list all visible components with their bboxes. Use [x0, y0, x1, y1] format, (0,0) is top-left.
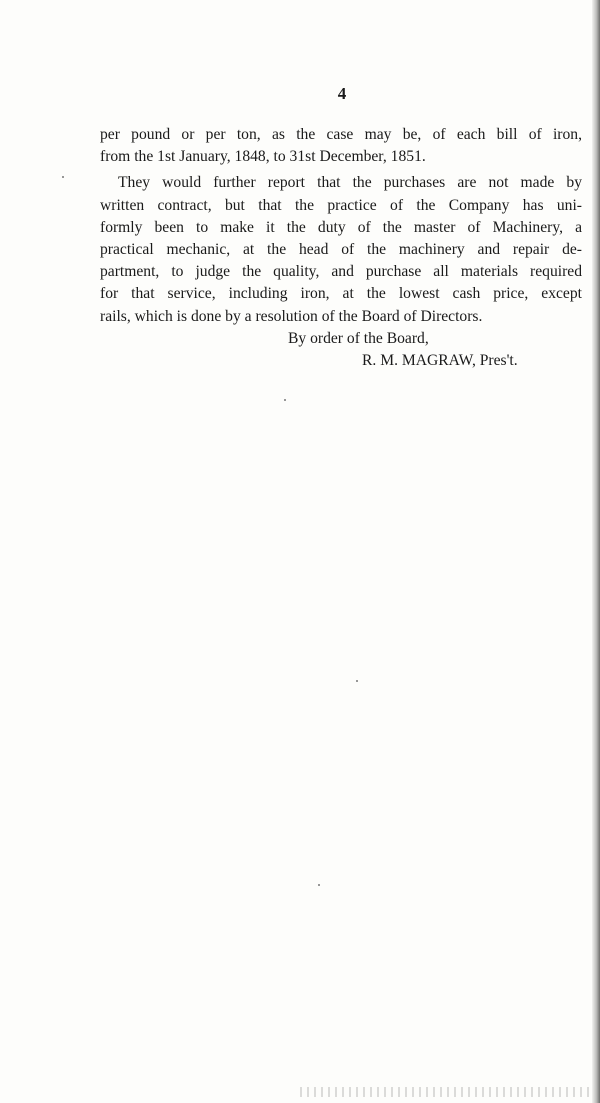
- ink-speck: [318, 884, 320, 886]
- text-line: for that service, including iron, at the lowest cash price, except: [100, 285, 582, 303]
- page-number: 4: [337, 84, 347, 103]
- paragraph-2: [100, 172, 582, 327]
- paragraph-1: [100, 124, 582, 168]
- text-line: They would further report that the purchases are not made by: [118, 174, 582, 192]
- signature-line: R. M. MAGRAW, Pres't.: [362, 352, 518, 370]
- text-line: written contract, but that the practice of the Company has uni-: [100, 196, 582, 214]
- scan-noise: [300, 1087, 590, 1097]
- ink-speck: [284, 399, 286, 401]
- ink-speck: [62, 176, 64, 178]
- text-line: from the 1st January, 1848, to 31st December, 1851.: [100, 148, 426, 166]
- text-line: partment, to judge the quality, and purchase all materials required: [100, 263, 582, 281]
- text-line: formly been to make it the duty of the master of Machinery, a: [100, 218, 582, 236]
- body-text: [100, 124, 582, 372]
- closing-line: By order of the Board,: [288, 329, 429, 347]
- text-line: practical mechanic, at the head of the machinery and repair de-: [100, 241, 582, 259]
- ink-speck: [356, 680, 358, 682]
- text-line: per pound or per ton, as the case may be, of each bill of iron,: [100, 126, 582, 143]
- page-edge-shadow: [592, 0, 600, 1103]
- text-line: rails, which is done by a resolution of the Board of Directors.: [100, 307, 483, 325]
